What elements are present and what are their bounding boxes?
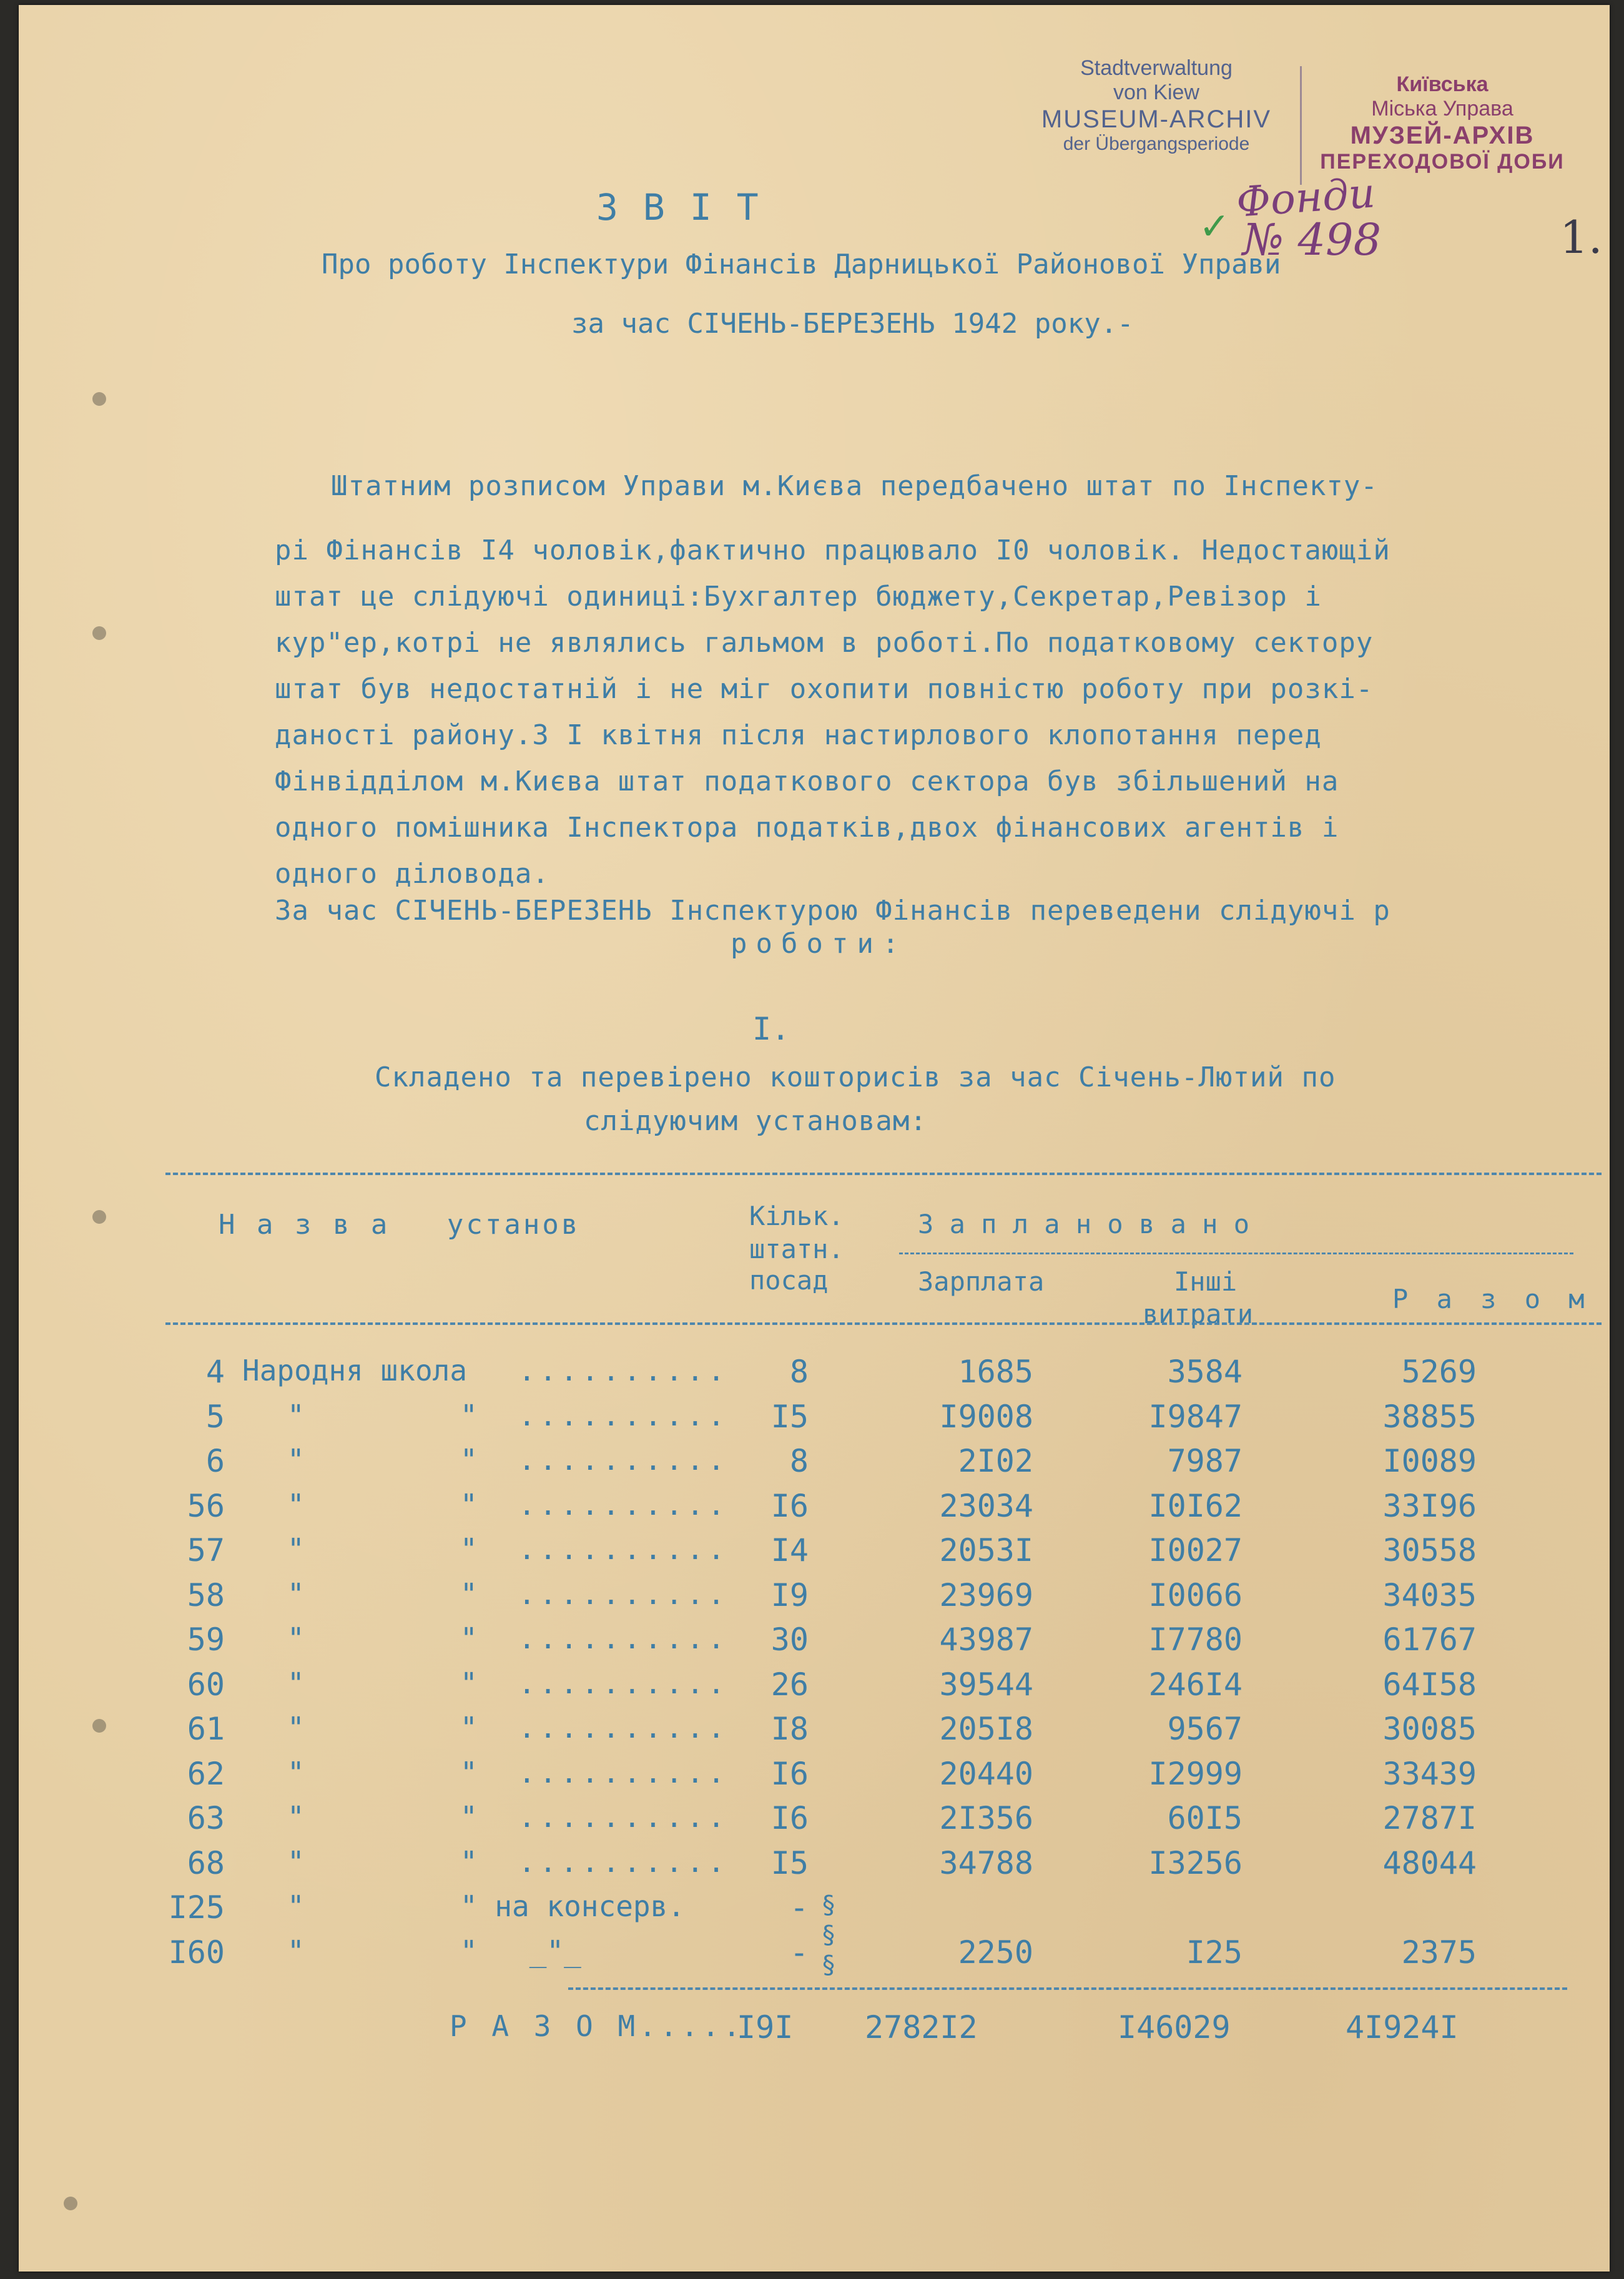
cell-other: I3256 (1148, 1844, 1243, 1881)
cell-total: 2375 (1401, 1934, 1477, 1971)
cell-other: 7987 (1167, 1443, 1243, 1479)
header-name: Н а з в а установ (219, 1209, 581, 1241)
dot-leader: .......... (518, 1666, 729, 1700)
cell-number: 59 (187, 1622, 225, 1658)
cell-name: " " (287, 1532, 478, 1566)
cell-number: 4 (205, 1354, 225, 1390)
body-line: одного діловода. (275, 858, 549, 890)
dot-leader: .......... (518, 1443, 729, 1477)
header-other: Інші (1174, 1266, 1238, 1297)
cell-other: I7780 (1148, 1622, 1243, 1658)
punch-hole (92, 1210, 106, 1224)
stamp-line: Міська Управа (1371, 97, 1513, 121)
planned-rule (899, 1253, 1573, 1254)
punch-hole (92, 392, 106, 406)
dot-leader: .......... (518, 1398, 729, 1432)
header-count: посад (749, 1265, 829, 1296)
handwritten-page-number: 1. (1560, 211, 1603, 263)
cell-name: " " (287, 1666, 478, 1700)
cell-salary: 20440 (939, 1755, 1033, 1792)
dot-leader: .......... (518, 1487, 729, 1522)
punch-hole (64, 2197, 77, 2210)
section-number: I. (752, 1011, 790, 1047)
document-title: ЗВІТ (596, 186, 784, 229)
handwritten-check-icon: ✓ (1199, 205, 1231, 249)
dot-leader: .......... (518, 1844, 729, 1879)
cell-salary: 1685 (958, 1354, 1033, 1390)
dot-leader: .......... (518, 1755, 729, 1789)
table-header-rule (165, 1322, 1602, 1325)
cell-salary: 2250 (958, 1934, 1033, 1971)
cell-total: 61767 (1382, 1622, 1477, 1658)
cell-other: I0027 (1148, 1532, 1243, 1568)
cell-salary: 23969 (939, 1577, 1033, 1613)
cell-number: 5 (205, 1398, 225, 1435)
handwritten-fond-number: № 498 (1243, 214, 1382, 265)
cell-salary: 2053I (939, 1532, 1033, 1568)
header-count: Кільк. (749, 1201, 844, 1231)
cell-name: " " (287, 1711, 478, 1745)
stamp-line: der Übergangsperiode (1063, 134, 1250, 155)
stamp-line: МУЗЕЙ-АРХІВ (1350, 122, 1535, 150)
cell-name: " " (287, 1800, 478, 1834)
summary-line: За час СІЧЕНЬ-БЕРЕЗЕНЬ Інспектурою Фінансів переведени слідуючі р (275, 895, 1390, 927)
cell-other: I9847 (1148, 1398, 1243, 1435)
cell-count: - (789, 1934, 809, 1971)
body-line: даності району.З I квітня після настирлового клопотання перед (275, 719, 1322, 751)
cell-number: 6 (205, 1443, 225, 1479)
document-page (19, 5, 1610, 2272)
cell-number: I25 (168, 1889, 225, 1926)
stamp-divider (1300, 66, 1302, 185)
cell-number: 62 (187, 1755, 225, 1792)
body-line: штат це слідуючі одиниці:Бухгалтер бюджету,Секретар,Ревізор і (275, 581, 1322, 613)
cell-total: 34035 (1382, 1577, 1477, 1613)
cell-count: 26 (770, 1666, 809, 1703)
handwritten-fond: Фонди (1234, 169, 1377, 227)
cell-number: 60 (187, 1666, 225, 1703)
dot-leader: .......... (518, 1800, 729, 1834)
cell-total: 5269 (1401, 1354, 1477, 1390)
cell-salary: 2I02 (958, 1443, 1033, 1479)
cell-number: 63 (187, 1800, 225, 1836)
summary-line: роботи: (731, 928, 908, 960)
cell-other: I25 (1186, 1934, 1243, 1971)
cell-total: 48044 (1382, 1844, 1477, 1881)
cell-count: I5 (770, 1398, 809, 1435)
document-subtitle-line2: за час СІЧЕНЬ-БЕРЕЗЕНЬ 1942 року.- (571, 308, 1134, 340)
cell-name: " " _"_ (287, 1934, 581, 1968)
total-salary: 2782I2 (865, 2009, 978, 2045)
archive-stamp-german (1000, 56, 1312, 155)
cell-count: I9 (770, 1577, 809, 1613)
total-total: 4I924I (1346, 2009, 1459, 2045)
stamp-line: MUSEUM-ARCHIV (1041, 106, 1272, 134)
stamp-line: Київська (1396, 72, 1489, 96)
section-mark-icon: § (821, 1951, 837, 1979)
cell-count: I6 (770, 1800, 809, 1836)
cell-count: I6 (770, 1487, 809, 1524)
cell-name: " " (287, 1487, 478, 1522)
cell-name: " " (287, 1755, 478, 1789)
header-count: штатн. (749, 1234, 844, 1264)
punch-hole (92, 626, 106, 640)
dot-leader: .......... (518, 1711, 729, 1745)
section-mark-icon: § (821, 1891, 837, 1919)
body-line: кур"ер,котрі не являлись гальмом в роботі.По податковому сектору (275, 627, 1374, 659)
cell-count: I4 (770, 1532, 809, 1568)
cell-salary: 205I8 (939, 1711, 1033, 1747)
cell-other: 3584 (1167, 1354, 1243, 1390)
body-line: штат був недостатній і не міг охопити повністю роботу при розкі- (275, 673, 1374, 705)
cell-total: 2787I (1382, 1800, 1477, 1836)
cell-number: 68 (187, 1844, 225, 1881)
stamp-line: Stadtverwaltung (1080, 56, 1233, 80)
dot-leader: .......... (518, 1577, 729, 1611)
body-line: рі Фінансів I4 чоловік,фактично працювало I0 чоловік. Недостающій (275, 534, 1390, 566)
cell-salary: 2I356 (939, 1800, 1033, 1836)
cell-count: I6 (770, 1755, 809, 1792)
cell-other: 246I4 (1148, 1666, 1243, 1703)
cell-name: " " на консерв. (287, 1889, 685, 1923)
cell-count: I5 (770, 1844, 809, 1881)
stamp-line: ПЕРЕХОДОВОЇ ДОБИ (1320, 150, 1565, 174)
cell-other: I2999 (1148, 1755, 1243, 1792)
document-subtitle-line1: Про роботу Інспектури Фінансів Дарницької Районової Управи (322, 249, 1281, 280)
cell-other: 9567 (1167, 1711, 1243, 1747)
header-total: Р а з о м (1392, 1284, 1591, 1314)
archive-stamp-ukrainian (1305, 72, 1580, 174)
cell-name: " " (287, 1622, 478, 1655)
section-heading-line1: Складено та перевірено кошторисів за час Січень-Лютий по (375, 1061, 1336, 1093)
cell-name: " " (287, 1443, 478, 1477)
table-bottom-rule (568, 1987, 1567, 1990)
cell-count: 8 (789, 1354, 809, 1390)
body-line: Штатним розписом Управи м.Києва передбачено штат по Інспекту- (331, 470, 1378, 502)
cell-salary: 34788 (939, 1844, 1033, 1881)
stamp-line: von Kiew (1113, 81, 1199, 105)
table-top-rule (165, 1173, 1602, 1175)
cell-count: I8 (770, 1711, 809, 1747)
cell-total: 33I96 (1382, 1487, 1477, 1524)
cell-name: " " (287, 1398, 478, 1432)
body-line: Фінвідділом м.Києва штат податкового сектора був збільшений на (275, 765, 1339, 797)
body-line: одного помішника Інспектора податків,двох фінансових агентів і (275, 812, 1339, 844)
cell-salary: 43987 (939, 1622, 1033, 1658)
cell-count: - (789, 1889, 809, 1926)
cell-number: 58 (187, 1577, 225, 1613)
total-count: I9I (737, 2009, 794, 2045)
punch-hole (92, 1719, 106, 1733)
cell-number: 61 (187, 1711, 225, 1747)
section-heading-line2: слідуючим установам: (584, 1105, 927, 1137)
dot-leader: .......... (518, 1622, 729, 1655)
cell-total: 33439 (1382, 1755, 1477, 1792)
cell-name: " " (287, 1577, 478, 1611)
cell-salary: 23034 (939, 1487, 1033, 1524)
cell-total: 38855 (1382, 1398, 1477, 1435)
cell-number: 57 (187, 1532, 225, 1568)
cell-number: 56 (187, 1487, 225, 1524)
cell-salary: 39544 (939, 1666, 1033, 1703)
dot-leader: .......... (518, 1354, 729, 1387)
cell-total: 64I58 (1382, 1666, 1477, 1703)
section-mark-icon: § (821, 1921, 837, 1949)
total-label: Р А З О М..... (450, 2009, 744, 2043)
cell-total: 30085 (1382, 1711, 1477, 1747)
cell-name: Народня школа (242, 1354, 468, 1387)
header-salary: Зарплата (918, 1266, 1045, 1297)
total-other: I46029 (1118, 2009, 1231, 2045)
header-planned: З а п л а н о в а н о (918, 1209, 1250, 1239)
cell-total: I0089 (1382, 1443, 1477, 1479)
cell-name: " " (287, 1844, 478, 1879)
cell-total: 30558 (1382, 1532, 1477, 1568)
cell-count: 30 (770, 1622, 809, 1658)
cell-number: I60 (168, 1934, 225, 1971)
cell-other: I0066 (1148, 1577, 1243, 1613)
dot-leader: .......... (518, 1532, 729, 1566)
cell-salary: I9008 (939, 1398, 1033, 1435)
cell-other: I0I62 (1148, 1487, 1243, 1524)
cell-other: 60I5 (1167, 1800, 1243, 1836)
cell-count: 8 (789, 1443, 809, 1479)
header-other: витрати (1143, 1299, 1254, 1329)
